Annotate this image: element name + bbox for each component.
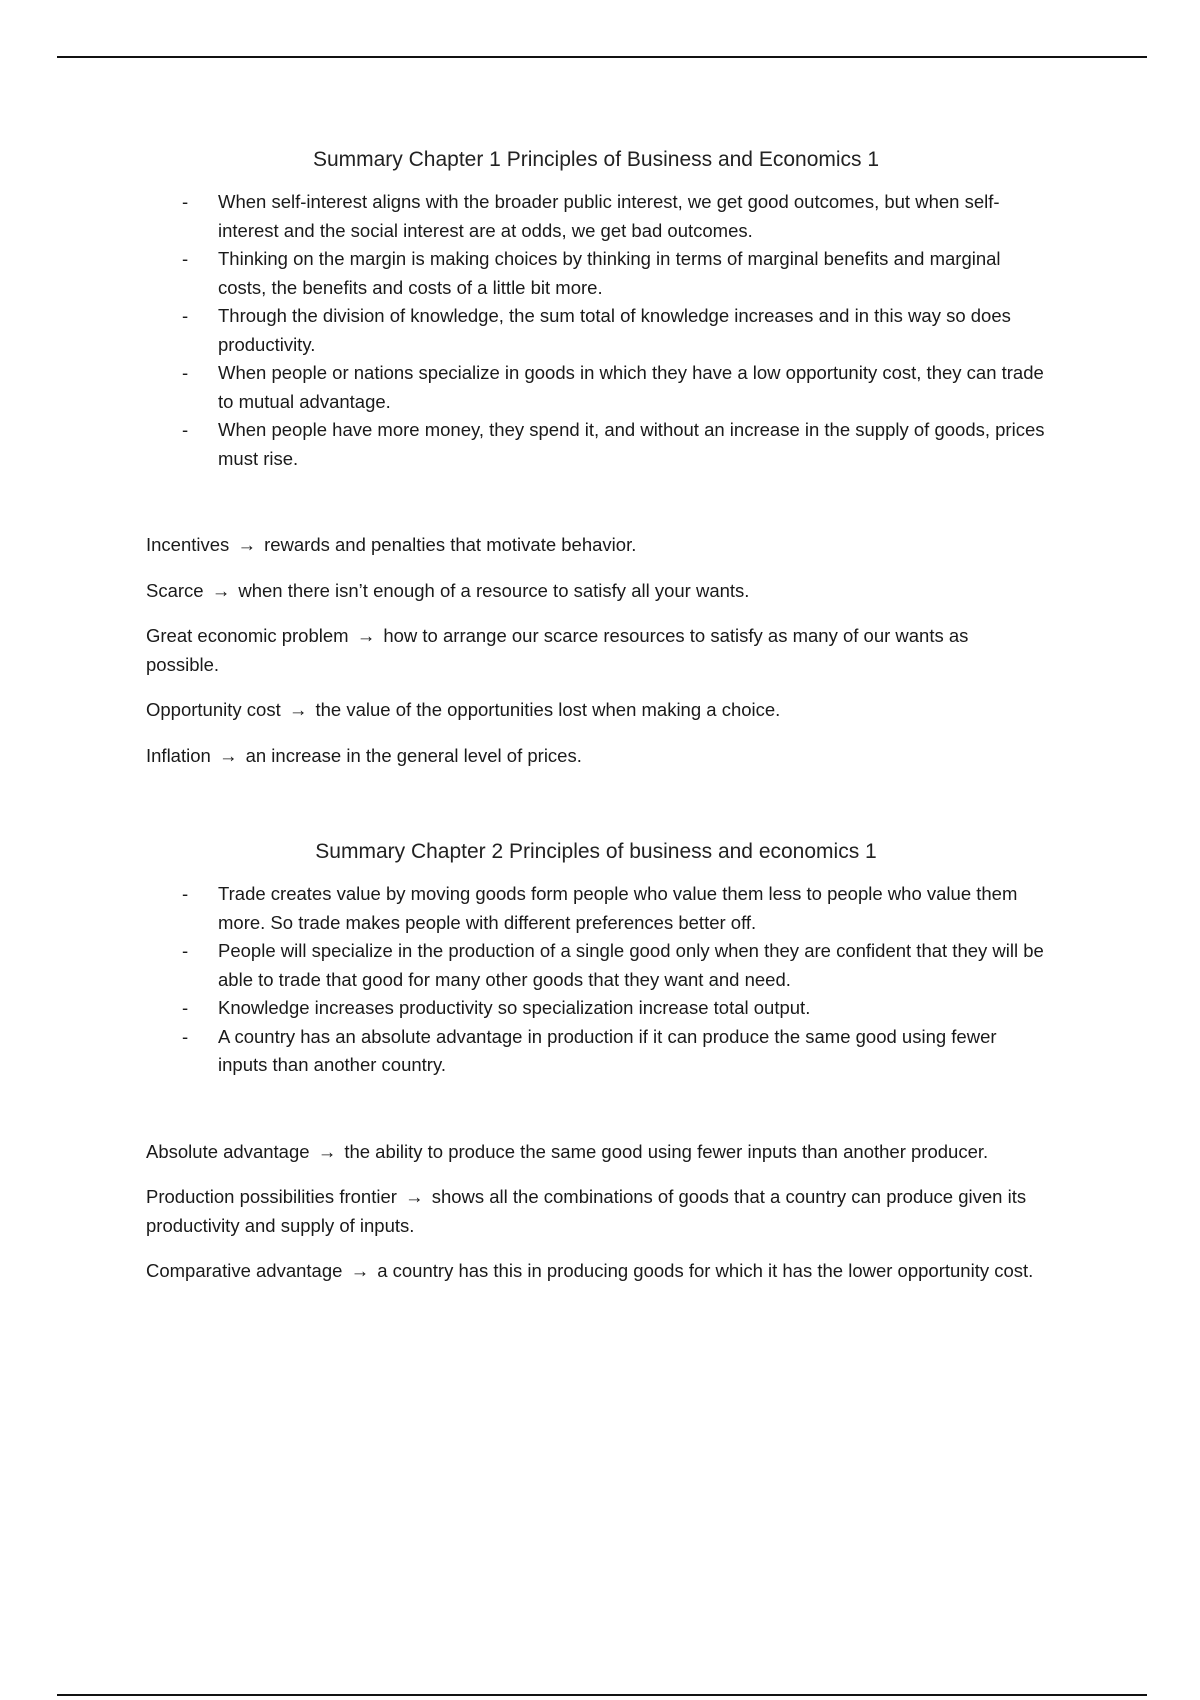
list-item: - When people or nations specialize in goods in which they have a low opportunity cost, they can trade to mutual advantage.: [146, 359, 1046, 416]
definition-term: Opportunity cost: [146, 699, 281, 720]
arrow-icon: →: [356, 625, 376, 646]
list-item: - Through the division of knowledge, the sum total of knowledge increases and in this way so does productivity.: [146, 302, 1046, 359]
document-body: [146, 140, 1046, 1303]
definition-text: a country has this in producing goods for which it has the lower opportunity cost.: [377, 1260, 1034, 1281]
chapter2-title: Summary Chapter 2 Principles of business and economics 1: [315, 840, 877, 863]
chapter2-definitions: [146, 1138, 1046, 1286]
definition-term: Scarce: [146, 579, 204, 601]
definition-term: Comparative advantage: [146, 1260, 343, 1281]
definition-item: [146, 1138, 1046, 1167]
arrow-icon: →: [405, 1186, 424, 1207]
definition-term: Great economic problem: [146, 625, 349, 646]
arrow-icon: →: [350, 1260, 370, 1281]
definition-item: [146, 531, 1046, 560]
arrow-icon: →: [218, 744, 238, 766]
definition-term: Absolute advantage: [146, 1140, 310, 1162]
definition-item: [146, 1183, 1046, 1240]
list-item: - A country has an absolute advantage in production if it can produce the same good using fewer inputs than another country.: [146, 1023, 1046, 1080]
definition-term: Inflation: [146, 744, 211, 766]
definition-item: [146, 696, 1046, 725]
list-item: - Trade creates value by moving goods form people who value them less to people who value them more. So trade makes people with different preferences better off.: [146, 880, 1046, 937]
footer-rule: [57, 1694, 1147, 1696]
chapter1-definitions: [146, 531, 1046, 770]
chapter1-bullet-list: [146, 188, 1046, 473]
arrow-icon: →: [317, 1140, 337, 1162]
list-item: - People will specialize in the production of a single good only when they are confident that they will be able to trade that good for many other goods that they want and need.: [146, 937, 1046, 994]
chapter2-bullet-list: [146, 880, 1046, 1080]
chapter1-section: [146, 148, 1046, 770]
definition-text: rewards and penalties that motivate behavior.: [264, 534, 637, 555]
header-rule: [57, 56, 1147, 58]
list-item: - Knowledge increases productivity so specialization increase total output.: [146, 994, 1046, 1023]
definition-text: shows all the combinations of goods that a country can produce given its productivity and supply of inputs.: [146, 1186, 1027, 1236]
list-item: - When people have more money, they spend it, and without an increase in the supply of goods, prices must rise.: [146, 416, 1046, 473]
definition-item: [146, 622, 1046, 679]
definition-item: [146, 577, 1046, 606]
definition-item: [146, 742, 1046, 771]
chapter1-title: Summary Chapter 1 Principles of Business and Economics 1: [312, 148, 880, 171]
arrow-icon: →: [237, 534, 256, 555]
definition-term: Production possibilities frontier: [146, 1186, 397, 1207]
definition-text: the value of the opportunities lost when making a choice.: [315, 699, 781, 720]
list-item: - Thinking on the margin is making choices by thinking in terms of marginal benefits and marginal costs, the benefits and costs of a little bit more.: [146, 245, 1046, 302]
definition-text: an increase in the general level of prices.: [245, 744, 582, 766]
definition-text: how to arrange our scarce resources to satisfy as many of our wants as possible.: [146, 625, 969, 675]
list-item: - When self-interest aligns with the broader public interest, we get good outcomes, but when self-interest and the social interest are at odds, we get bad outcomes.: [146, 188, 1046, 245]
definition-term: Incentives: [146, 534, 230, 555]
definition-text: the ability to produce the same good using fewer inputs than another producer.: [344, 1140, 989, 1162]
arrow-icon: →: [288, 699, 308, 720]
definition-text: when there isn’t enough of a resource to satisfy all your wants.: [238, 579, 750, 601]
arrow-icon: →: [211, 579, 231, 601]
chapter2-section: [146, 840, 1046, 1286]
definition-item: [146, 1257, 1046, 1286]
